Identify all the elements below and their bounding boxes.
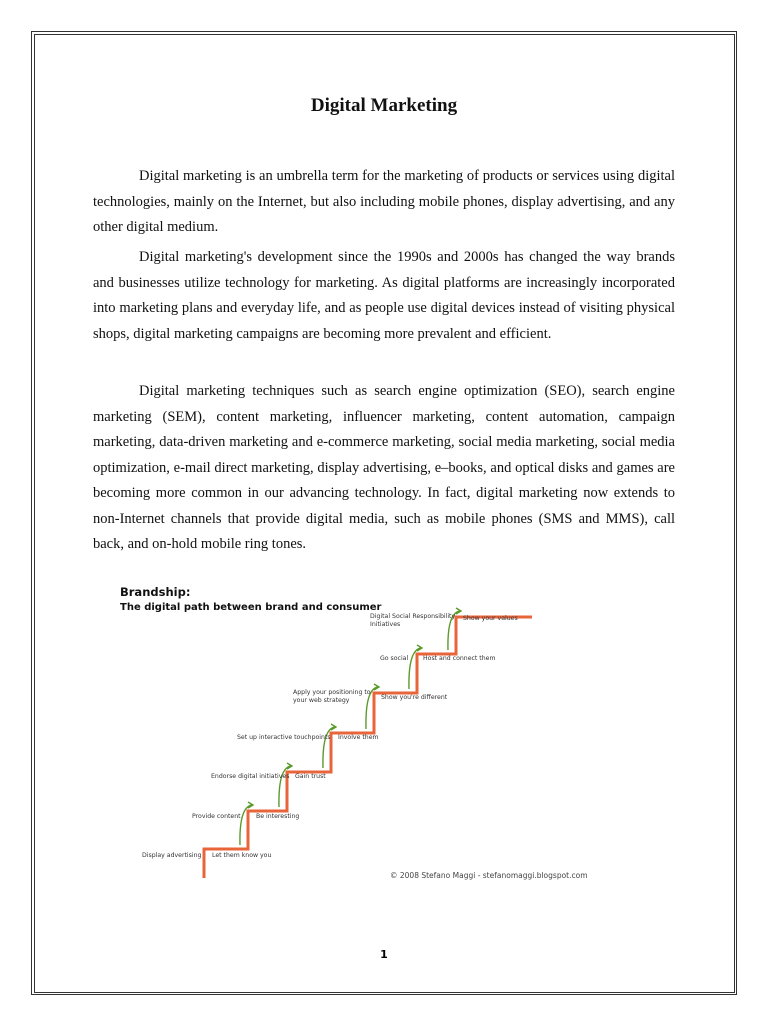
step-4-goal: Involve them bbox=[338, 734, 379, 741]
step-4-action: Set up interactive touchpoints bbox=[237, 734, 331, 741]
step-7-action bbox=[370, 613, 458, 629]
step-5-action bbox=[293, 689, 373, 705]
step-7-goal: Show your values bbox=[463, 615, 518, 622]
figure-subtitle: The digital path between brand and consumer bbox=[120, 602, 382, 613]
figure-copyright: © 2008 Stefano Maggi - stefanomaggi.blogspot.com bbox=[390, 871, 588, 880]
step-5-goal: Show you're different bbox=[381, 694, 448, 701]
step-3-goal: Gain trust bbox=[295, 773, 326, 780]
step-5-action-text: Apply your positioning to your web strategy bbox=[293, 689, 371, 704]
step-1-goal: Let them know you bbox=[212, 852, 272, 859]
paragraph-3: Digital marketing techniques such as search engine optimization (SEO), search engine marketing (SEM), content marketing, influencer marketing, content automation, campaign marketing, data-driven marketing and e-commerce marketing, social media marketing, social media optimization, e-mail direct marketing, display advertising, e–books, and optical disks and games are becoming more common in our advancing technology. In fact, digital marketing now extends to non-Internet channels that provide digital media, such as mobile phones (SMS and MMS), call back, and on-hold mobile ring tones. bbox=[93, 383, 675, 552]
document-title: Digital Marketing bbox=[310, 95, 458, 116]
paragraph-1: Digital marketing is an umbrella term for the marketing of products or services using digital technologies, mainly on the Internet, but also including mobile phones, display advertising, and any other digital medium. bbox=[93, 168, 675, 235]
paragraph-2: Digital marketing's development since the 1990s and 2000s has changed the way brands and businesses utilize technology for marketing. As digital platforms are increasingly incorporated into marketing plans and everyday life, and as people use digital devices instead of visiting physical shops, digital marketing campaigns are becoming more prevalent and efficient. bbox=[93, 249, 675, 342]
step-1-action: Display advertising bbox=[142, 852, 202, 859]
step-7-action-text: Digital Social Responsibility Initiatives bbox=[370, 613, 456, 628]
step-2-goal: Be interesting bbox=[256, 813, 300, 820]
step-6-action: Go social bbox=[380, 655, 409, 662]
step-arrows bbox=[240, 608, 461, 845]
step-3-action: Endorse digital initiatives bbox=[211, 773, 290, 780]
step-2-action: Provide content bbox=[192, 813, 241, 820]
step-6-goal: Host and connect them bbox=[423, 655, 496, 662]
page-number: 1 bbox=[380, 948, 388, 961]
figure-title: Brandship: bbox=[120, 585, 191, 599]
